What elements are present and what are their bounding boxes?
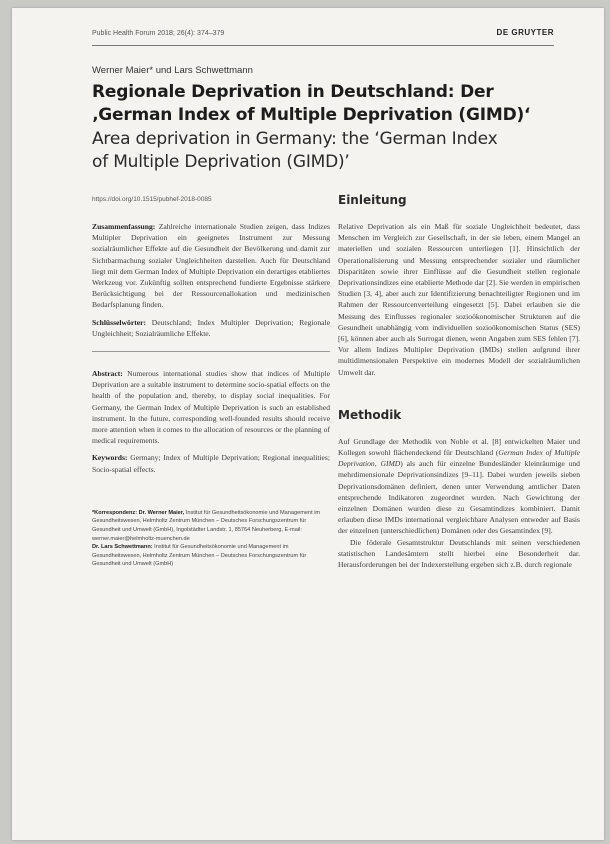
doi-link[interactable]: https://doi.org/10.1515/pubhef-2018-0085 <box>92 196 212 203</box>
keywords-de-label: Schlüsselwörter: <box>92 317 146 327</box>
title-de-line-2: ‚German Index of Multiple Deprivation (GIMD)‘ <box>92 105 531 125</box>
correspondence-author-1 <box>92 509 330 543</box>
authors-line: Werner Maier* und Lars Schwettmann <box>92 65 253 76</box>
header-rule <box>92 45 554 46</box>
left-column <box>92 213 330 569</box>
abstract-german <box>92 221 330 311</box>
title-en-line-1: Area deprivation in Germany: the ‘German Index <box>92 129 498 149</box>
methodik-paragraph-1 <box>338 436 580 537</box>
article-title-german <box>92 81 592 127</box>
right-column <box>338 193 580 570</box>
correspondence-author-2 <box>92 543 330 569</box>
corr-label-2: Dr. Lars Schwettmann: <box>92 544 153 551</box>
keywords-german <box>92 317 330 339</box>
section-heading-methodik: Methodik <box>338 407 402 422</box>
corr-text-1: Institut für Gesundheitsökonomie und Management im Gesundheitswesen, Helmholtz Zentrum München – Deutsches Forschungszentrum für Gesundheit und Umwelt (GmbH), Ingolstädter Landstr. 1, 85764 Neuherberg, E-mail: werner.maier@helmholtz-muenchen.de <box>92 509 321 542</box>
einleitung-paragraph: Relative Deprivation als ein Maß für soziale Ungleichheit bedeutet, dass Menschen im Vergleich zur Gesellschaft, in der sie leben, einem Mangel an materiellen und sozialen Ressourcen unterliegen [1]. Hinsichtlich der Operationalisierung und Messung entsprechender sozialer und räumlicher Disparitäten sowie ihrer Einflüsse auf die Gesundheit stellen regionale Deprivationsindizes eine etablierte Methode dar [2]. Sie werden in empirischen Studien [3, 4], aber auch zur Identifizierung benachteiligter Regionen und im Rahmen der Ressourcenverteilung eingesetzt [5]. Dabei erlauben sie die Messung des Einflusses regionaler sozioökonomischer Strukturen auf die Gesundheit unabhängig vom individuellen sozioökonomischen Status (SES) [6], können aber auch als Surrogat dienen, wenn Angaben zum SES fehlen [7]. Vor allem Indizes Multipler Deprivation (IMDs) stellen aufgrund ihrer multidimensionalen Perspektive ein modernes Modell der sozialräumlichen Umwelt dar. <box>338 222 580 377</box>
keywords-en-label: Keywords: <box>92 453 128 463</box>
title-de-line-1: Regionale Deprivation in Deutschland: Der <box>92 82 494 102</box>
section-divider <box>92 351 330 352</box>
keywords-de-text: Deutschland; Index Multipler Deprivation; Regionale Ungleichheit; Sozialräumliche Effekte. <box>92 317 330 338</box>
corr-label-1: *Korrespondenz: Dr. Werner Maier, <box>92 509 185 516</box>
abstract-de-label: Zusammenfassung: <box>92 222 156 231</box>
running-header <box>92 28 554 42</box>
article-title-english <box>92 128 592 174</box>
section-heading-einleitung: Einleitung <box>338 193 407 207</box>
abstract-en-label: Abstract: <box>92 369 123 379</box>
abstract-en-text: Numerous international studies show that indices of Multiple Deprivation are a suitable instrument to determine socio-spatial effects on the health of the population and, thereby, to display social inequalities. For Germany, the German Index of Multiple Deprivation is such an established instrument. In the future, corresponding well-founded results should receive more attention when it comes to the allocation of resources or the planning of medical requirements. <box>92 369 330 446</box>
correspondence-footnote <box>92 509 330 569</box>
title-en-line-2: of Multiple Deprivation (GIMD)’ <box>92 152 350 172</box>
abstract-de-text: Zahlreiche internationale Studien zeigen, dass Indizes Multipler Deprivation ein geeignetes Instrument zur Messung sozialräumlicher Effekte auf die Gesundheit der Bevölkerung und damit zur Sichtbarmachung sozialer Ungleichheiten darstellen. Auch für Deutschland liegt mit dem German Index of Multiple Deprivation ein derartiges etabliertes Werkzeug vor. Zukünftig sollten entsprechend fundierte Ergebnisse stärkere Berücksichtigung bei der Ressourcenallokation und medizinischen Bedarfsplanung finden. <box>92 222 330 310</box>
journal-citation: Public Health Forum 2018; 26(4): 374–379 <box>92 30 225 37</box>
publisher-logo: DE GRUYTER <box>496 28 554 37</box>
methodik-text-a: Auf Grundlage der Methodik von Noble et al. [8] entwickelten Maier und Kollegen sowohl flächendeckend für Deutschland ( <box>338 436 580 458</box>
abstract-english <box>92 368 330 446</box>
corr-text-2: Institut für Gesundheitsökonomie und Management im Gesundheitswesen, Helmholtz Zentrum München – Deutsches Forschungszentrum für Gesundheit und Umwelt (GmbH) <box>92 544 307 568</box>
methodik-text-b: ) als auch für einzelne Bundesländer kleinräumige und mehrdimensionale Deprivationsindizes [9–11]. Dabei wurden jeweils sieben Deprivationsdomänen definiert, denen unter Verwendung amtlicher Daten entsprechende Indikatoren zugeordnet wurden. Nach Gewichtung der einzelnen Domänen wurden diese zu Gesamtindizes kombiniert. Damit erlauben diese IMDs international vergleichbare Analysen entweder auf Basis der einzelnen (unterschiedlichen) Domänen oder des Gesamtindex [9]. <box>338 459 580 536</box>
methodik-gimd-term: German Index of Multiple Deprivation, GIMD <box>338 448 580 469</box>
journal-page <box>12 8 604 840</box>
methodik-paragraph-2: Die föderale Gesamtstruktur Deutschlands mit seinen verschiedenen statistischen Landesämtern stellt hierbei eine Besonderheit dar. Herausforderungen bei der Indexerstellung ergeben sich z.B. durch regionale <box>338 537 580 570</box>
keywords-en-text: Germany; Index of Multiple Deprivation; Regional inequalities; Socio-spatial effects. <box>92 453 330 474</box>
keywords-english <box>92 452 330 474</box>
